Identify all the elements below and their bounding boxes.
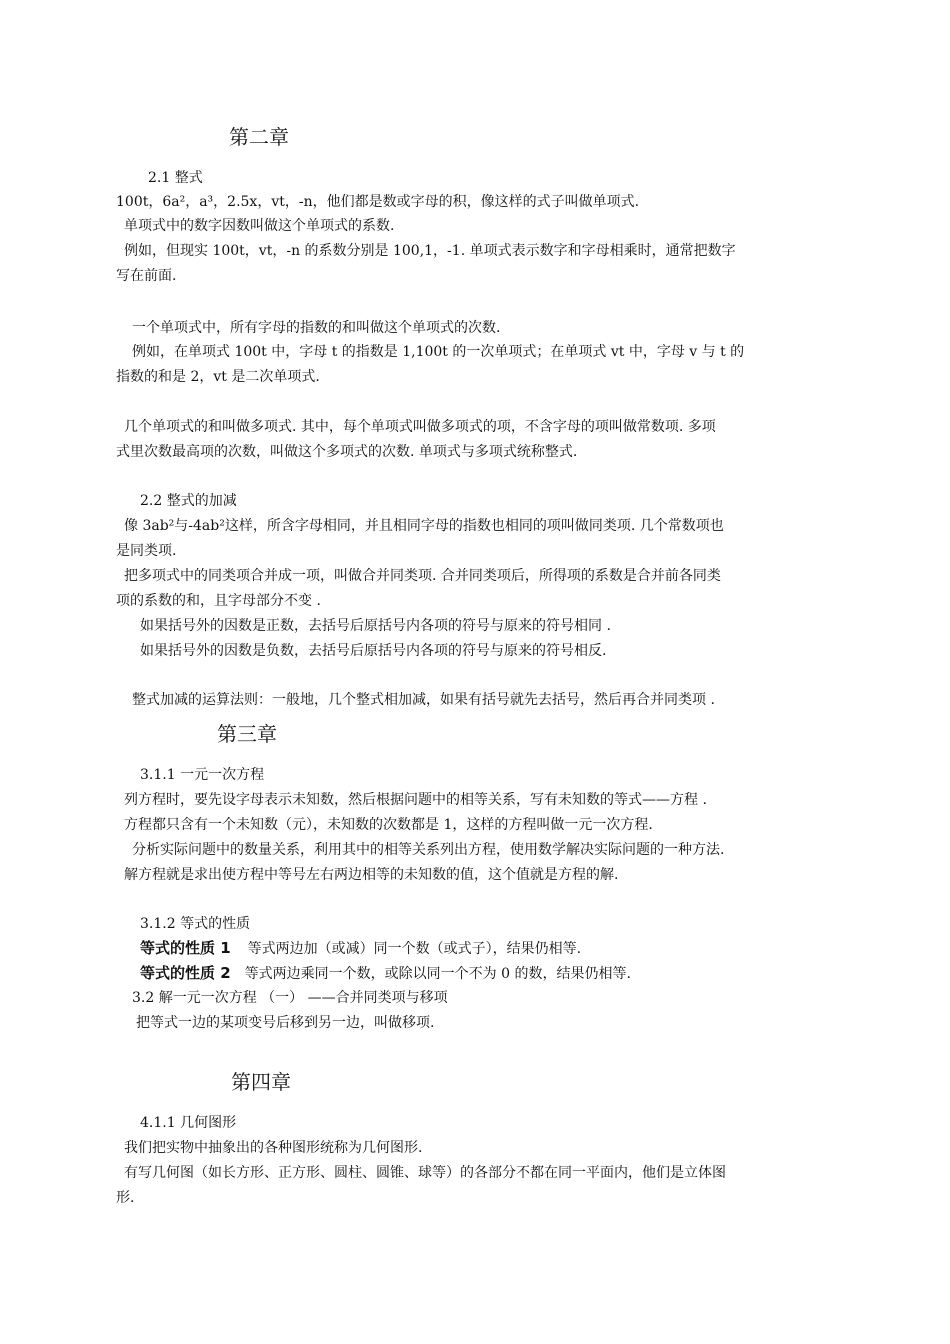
section-3-1-1-heading: 3.1.1 一元一次方程 bbox=[140, 767, 265, 783]
section-2-1-heading: 2.1 整式 bbox=[148, 170, 203, 186]
paragraph-line: 例如，但现实 100t，vt，-n 的系数分别是 100,1，-1. 单项式表示数字和字母相乘时，通常把数字 bbox=[124, 243, 736, 259]
paragraph-line: 式里次数最高项的次数，叫做这个多项式的次数. 单项式与多项式统称整式. bbox=[116, 444, 578, 460]
property-1-label: 等式的性质 1 bbox=[140, 939, 231, 957]
paragraph-line: 解方程就是求出使方程中等号左右两边相等的未知数的值，这个值就是方程的解. bbox=[124, 867, 619, 883]
paragraph-line: 100t，6a²，a³，2.5x，vt，-n，他们都是数或字母的积，像这样的式子叫做单项式. bbox=[116, 194, 640, 210]
property-2-row bbox=[140, 963, 631, 984]
paragraph-line: 如果括号外的因数是负数，去括号后原括号内各项的符号与原来的符号相反. bbox=[140, 643, 607, 659]
paragraph-line: 一个单项式中，所有字母的指数的和叫做这个单项式的次数. bbox=[132, 320, 501, 336]
paragraph-line: 指数的和是 2，vt 是二次单项式. bbox=[116, 369, 320, 385]
chapter-3-title: 第三章 bbox=[217, 722, 277, 746]
paragraph-line: 我们把实物中抽象出的各种图形统称为几何图形. bbox=[124, 1140, 423, 1156]
section-3-2-heading: 3.2 解一元一次方程 （一） ——合并同类项与移项 bbox=[132, 990, 448, 1006]
paragraph-line: 单项式中的数字因数叫做这个单项式的系数. bbox=[124, 218, 395, 234]
paragraph-line: 有写几何图（如长方形、正方形、圆柱、圆锥、球等）的各部分不都在同一平面内，他们是立体图 bbox=[124, 1165, 726, 1181]
paragraph-line: 方程都只含有一个未知数（元），未知数的次数都是 1，这样的方程叫做一元一次方程. bbox=[124, 817, 653, 833]
paragraph-line: 是同类项. bbox=[116, 543, 177, 559]
property-2-text: 等式两边乘同一个数，或除以同一个不为 0 的数，结果仍相等. bbox=[244, 966, 631, 982]
paragraph-line: 例如，在单项式 100t 中，字母 t 的指数是 1,100t 的一次单项式；在单项式 vt 中，字母 v 与 t 的 bbox=[132, 344, 745, 360]
paragraph-line: 写在前面. bbox=[116, 268, 177, 284]
property-1-text: 等式两边加（或减）同一个数（或式子），结果仍相等. bbox=[247, 941, 582, 957]
paragraph-line: 把等式一边的某项变号后移到另一边，叫做移项. bbox=[136, 1015, 435, 1031]
property-1-row bbox=[140, 938, 581, 959]
paragraph-line: 把多项式中的同类项合并成一项，叫做合并同类项. 合并同类项后，所得项的系数是合并前各同类 bbox=[124, 568, 721, 584]
paragraph-line: 形. bbox=[116, 1190, 135, 1206]
section-3-1-2-heading: 3.1.2 等式的性质 bbox=[140, 916, 251, 932]
paragraph-line: 几个单项式的和叫做多项式. 其中，每个单项式叫做多项式的项，不含字母的项叫做常数项. 多项 bbox=[124, 419, 716, 435]
chapter-2-title: 第二章 bbox=[229, 125, 289, 149]
paragraph-line: 分析实际问题中的数量关系，利用其中的相等关系列出方程，使用数学解决实际问题的一种方法. bbox=[132, 842, 725, 858]
paragraph-line: 整式加减的运算法则：一般地，几个整式相加减，如果有括号就先去括号，然后再合并同类项 . bbox=[132, 692, 715, 708]
paragraph-line: 如果括号外的因数是正数，去括号后原括号内各项的符号与原来的符号相同 . bbox=[140, 618, 611, 634]
chapter-4-title: 第四章 bbox=[231, 1070, 291, 1094]
paragraph-line: 列方程时，要先设字母表示未知数，然后根据问题中的相等关系，写有未知数的等式——方程 . bbox=[124, 792, 707, 808]
paragraph-line: 像 3ab²与-4ab²这样，所含字母相同，并且相同字母的指数也相同的项叫做同类项. 几个常数项也 bbox=[124, 518, 724, 534]
section-4-1-1-heading: 4.1.1 几何图形 bbox=[140, 1115, 237, 1131]
paragraph-line: 项的系数的和，且字母部分不变 . bbox=[116, 593, 321, 609]
property-2-label: 等式的性质 2 bbox=[140, 964, 231, 982]
section-2-2-heading: 2.2 整式的加减 bbox=[140, 493, 237, 509]
